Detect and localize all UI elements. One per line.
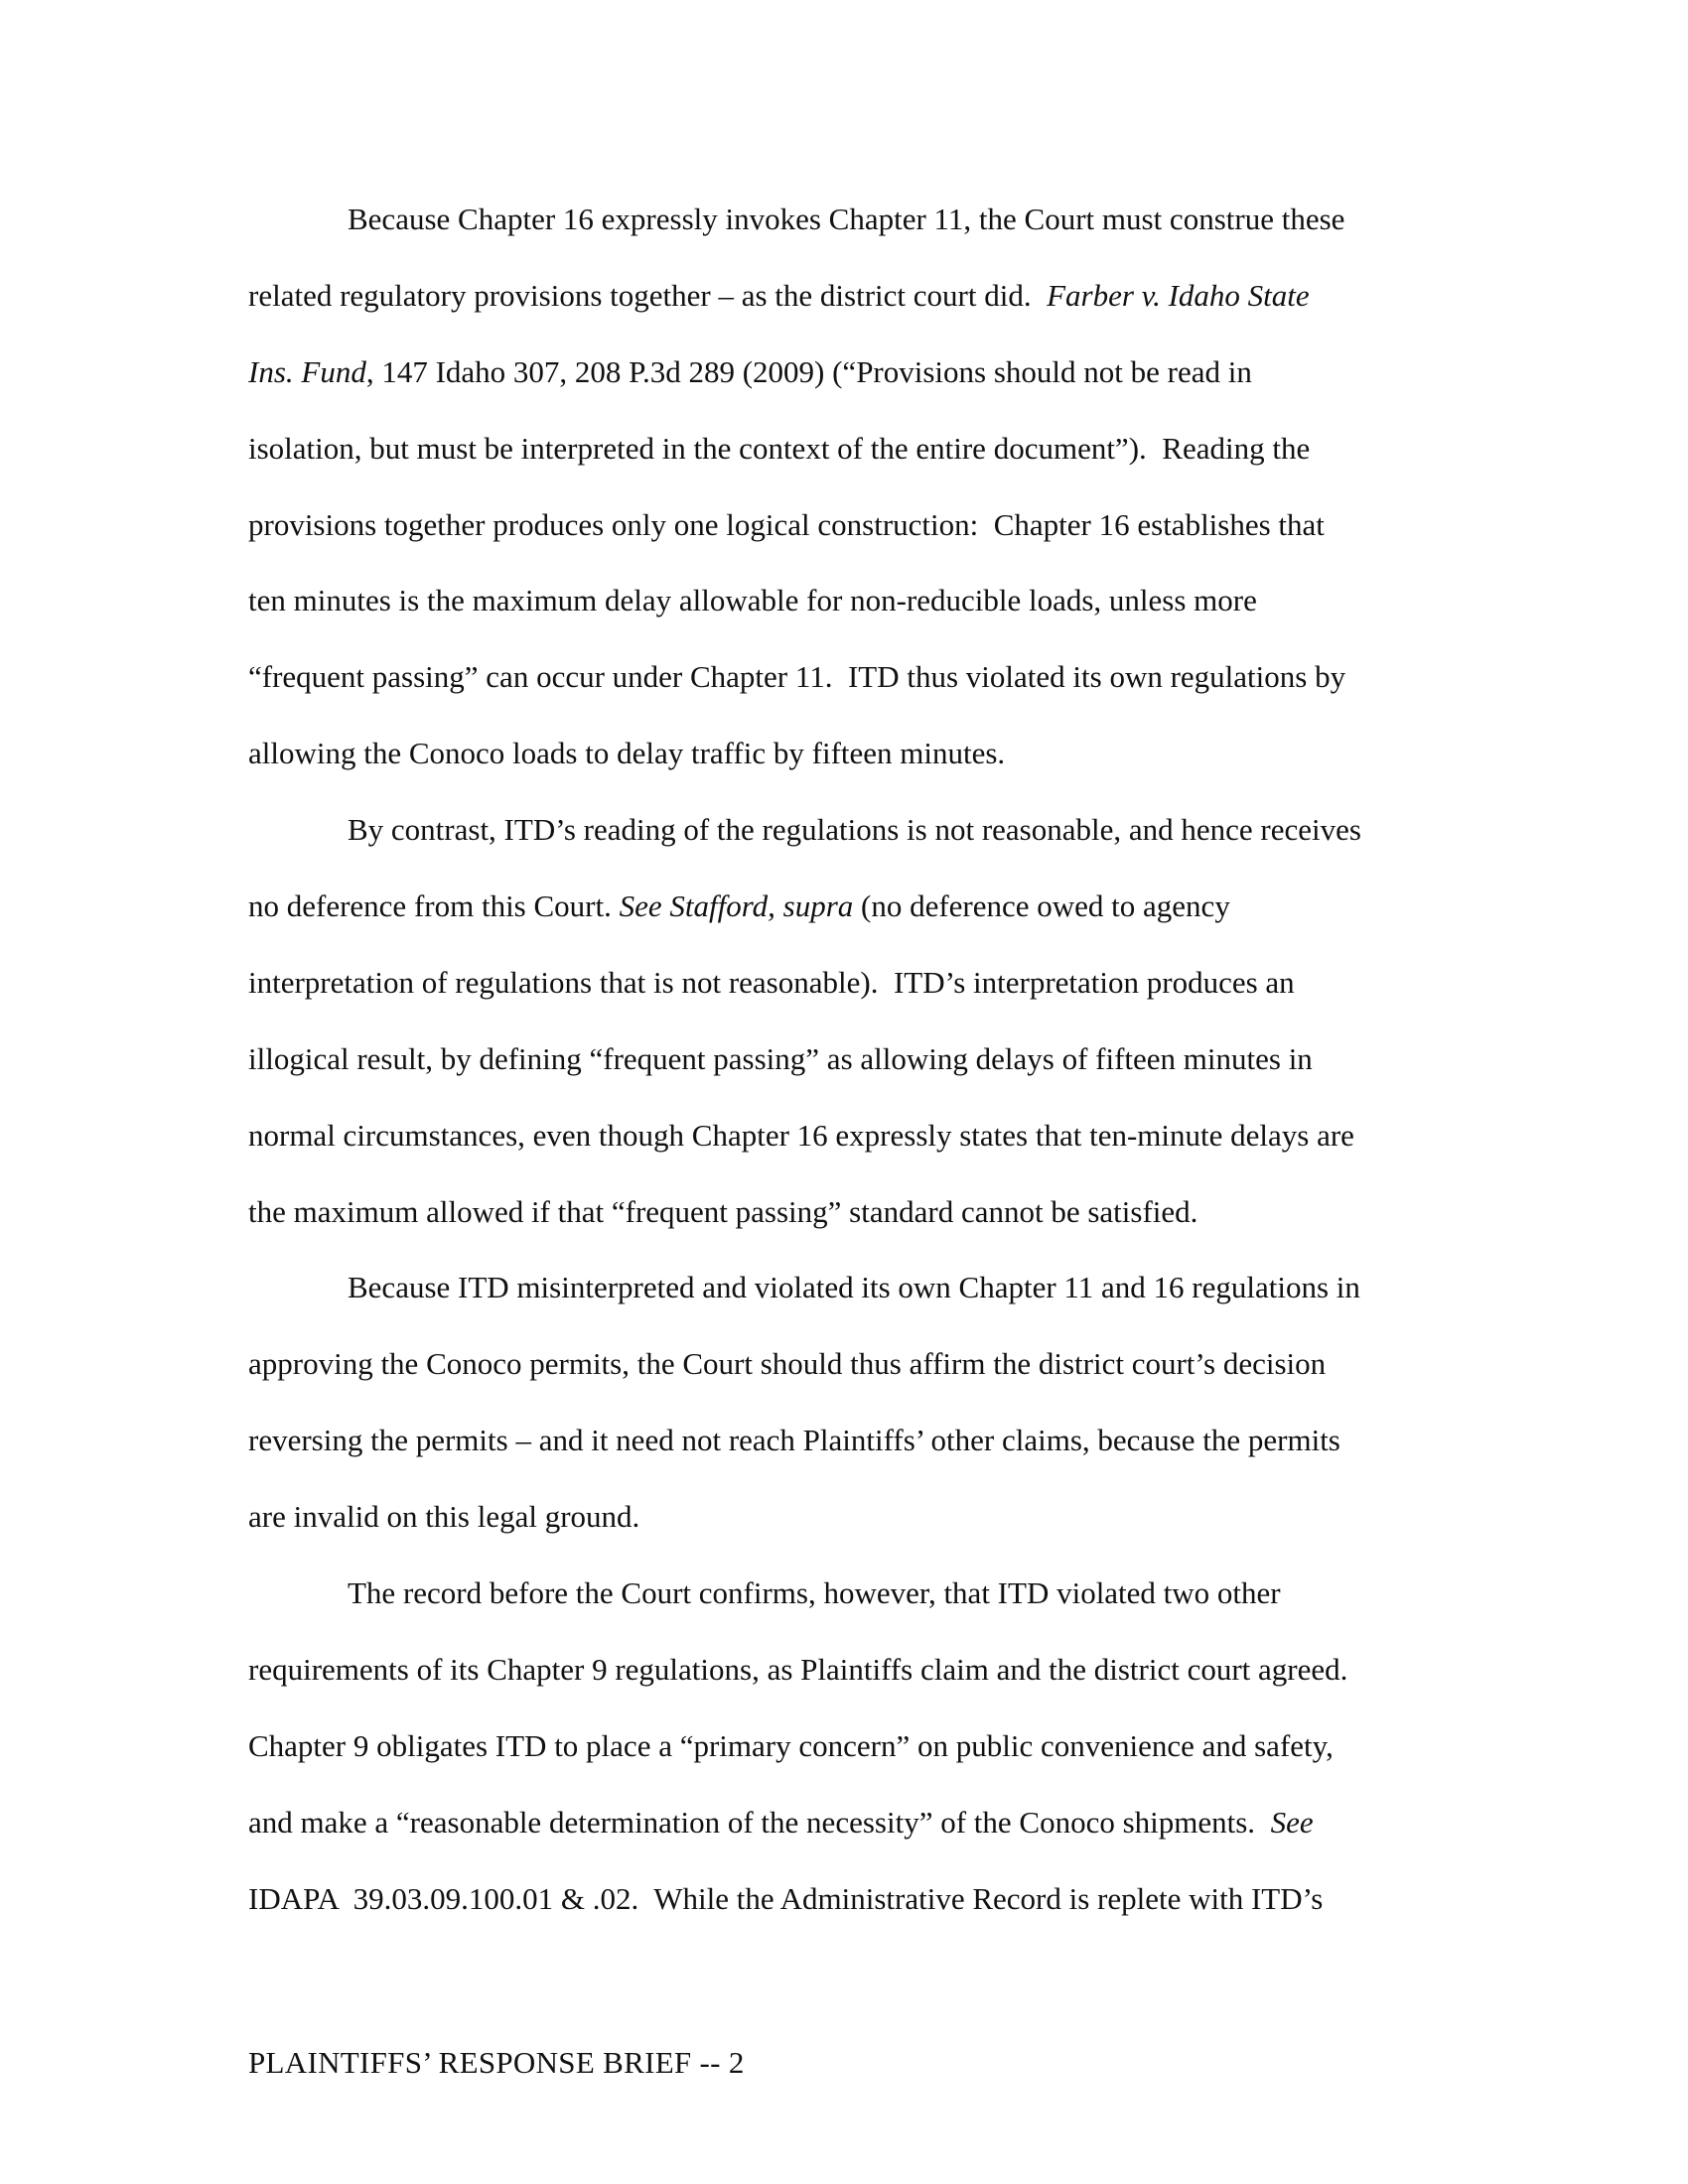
- text-run: no deference from this Court.: [248, 888, 620, 924]
- text-line: [248, 574, 1452, 650]
- text-line: [248, 1490, 1452, 1567]
- text-run: requirements of its Chapter 9 regulations, as Plaintiffs claim and the district court agreed.: [248, 1651, 1348, 1687]
- text-run: ten minutes is the maximum delay allowable for non-reducible loads, unless more: [248, 583, 1257, 618]
- text-line: [248, 650, 1452, 727]
- citation-italic: Ins. Fund: [248, 353, 366, 389]
- text-line: [248, 1032, 1452, 1109]
- text-run: , 147 Idaho 307, 208 P.3d 289 (2009) (“Provisions should not be read in: [365, 353, 1252, 389]
- text-line: [248, 956, 1452, 1032]
- text-run: provisions together produces only one logical construction: Chapter 16 establishes that: [248, 506, 1325, 542]
- text-line: [248, 727, 1452, 803]
- text-line: [248, 1109, 1452, 1185]
- text-line: [248, 1261, 1452, 1337]
- paragraph: [248, 193, 1452, 803]
- text-line: [248, 1872, 1452, 1949]
- text-run: Because ITD misinterpreted and violated its own Chapter 11 and 16 regulations in: [348, 1270, 1360, 1305]
- paragraph: [248, 803, 1452, 1261]
- text-line: [248, 1796, 1452, 1872]
- text-run: reversing the permits – and it need not reach Plaintiffs’ other claims, because the permits: [248, 1423, 1340, 1458]
- text-run: (no deference owed to agency: [853, 888, 1230, 924]
- page-footer: PLAINTIFFS’ RESPONSE BRIEF -- 2: [248, 2045, 745, 2080]
- text-run: normal circumstances, even though Chapter 16 expressly states that ten-minute delays are: [248, 1117, 1354, 1153]
- text-line: [248, 1414, 1452, 1490]
- text-run: The record before the Court confirms, however, that ITD violated two other: [348, 1575, 1281, 1611]
- paragraph: [248, 1567, 1452, 1948]
- citation-italic: Farber v. Idaho State: [1047, 277, 1310, 313]
- text-line: [248, 803, 1452, 880]
- text-line: [248, 1567, 1452, 1643]
- text-run: and make a “reasonable determination of the necessity” of the Conoco shipments.: [248, 1804, 1271, 1840]
- text-run: related regulatory provisions together – as the district court did.: [248, 277, 1048, 313]
- text-run: isolation, but must be interpreted in the context of the entire document”). Reading the: [248, 430, 1311, 466]
- citation-italic: See: [1270, 1804, 1314, 1840]
- text-run: the maximum allowed if that “frequent passing” standard cannot be satisfied.: [248, 1193, 1198, 1229]
- text-line: [248, 1185, 1452, 1262]
- text-line: [248, 498, 1452, 575]
- text-run: approving the Conoco permits, the Court should thus affirm the district court’s decision: [248, 1346, 1327, 1382]
- citation-italic: See Stafford, supra: [619, 888, 854, 924]
- text-line: [248, 880, 1452, 956]
- text-run: Chapter 9 obligates ITD to place a “primary concern” on public convenience and safety,: [248, 1727, 1334, 1763]
- text-line: [248, 269, 1452, 345]
- text-line: [248, 422, 1452, 498]
- text-run: “frequent passing” can occur under Chapter 11. ITD thus violated its own regulations by: [248, 659, 1346, 695]
- brief-body: [248, 193, 1452, 1948]
- text-line: [248, 1643, 1452, 1719]
- text-line: [248, 345, 1452, 422]
- text-run: interpretation of regulations that is not reasonable). ITD’s interpretation produces an: [248, 964, 1295, 1000]
- text-run: allowing the Conoco loads to delay traffic by fifteen minutes.: [248, 736, 1006, 771]
- text-run: By contrast, ITD’s reading of the regulations is not reasonable, and hence receives: [348, 812, 1361, 848]
- text-run: are invalid on this legal ground.: [248, 1499, 640, 1535]
- text-line: [248, 1337, 1452, 1414]
- text-run: illogical result, by defining “frequent passing” as allowing delays of fifteen minutes in: [248, 1040, 1313, 1076]
- text-line: [248, 1719, 1452, 1796]
- paragraph: [248, 1261, 1452, 1567]
- text-run: IDAPA 39.03.09.100.01 & .02. While the Administrative Record is replete with ITD’s: [248, 1880, 1324, 1916]
- text-line: [248, 193, 1452, 269]
- text-run: Because Chapter 16 expressly invokes Chapter 11, the Court must construe these: [348, 202, 1345, 236]
